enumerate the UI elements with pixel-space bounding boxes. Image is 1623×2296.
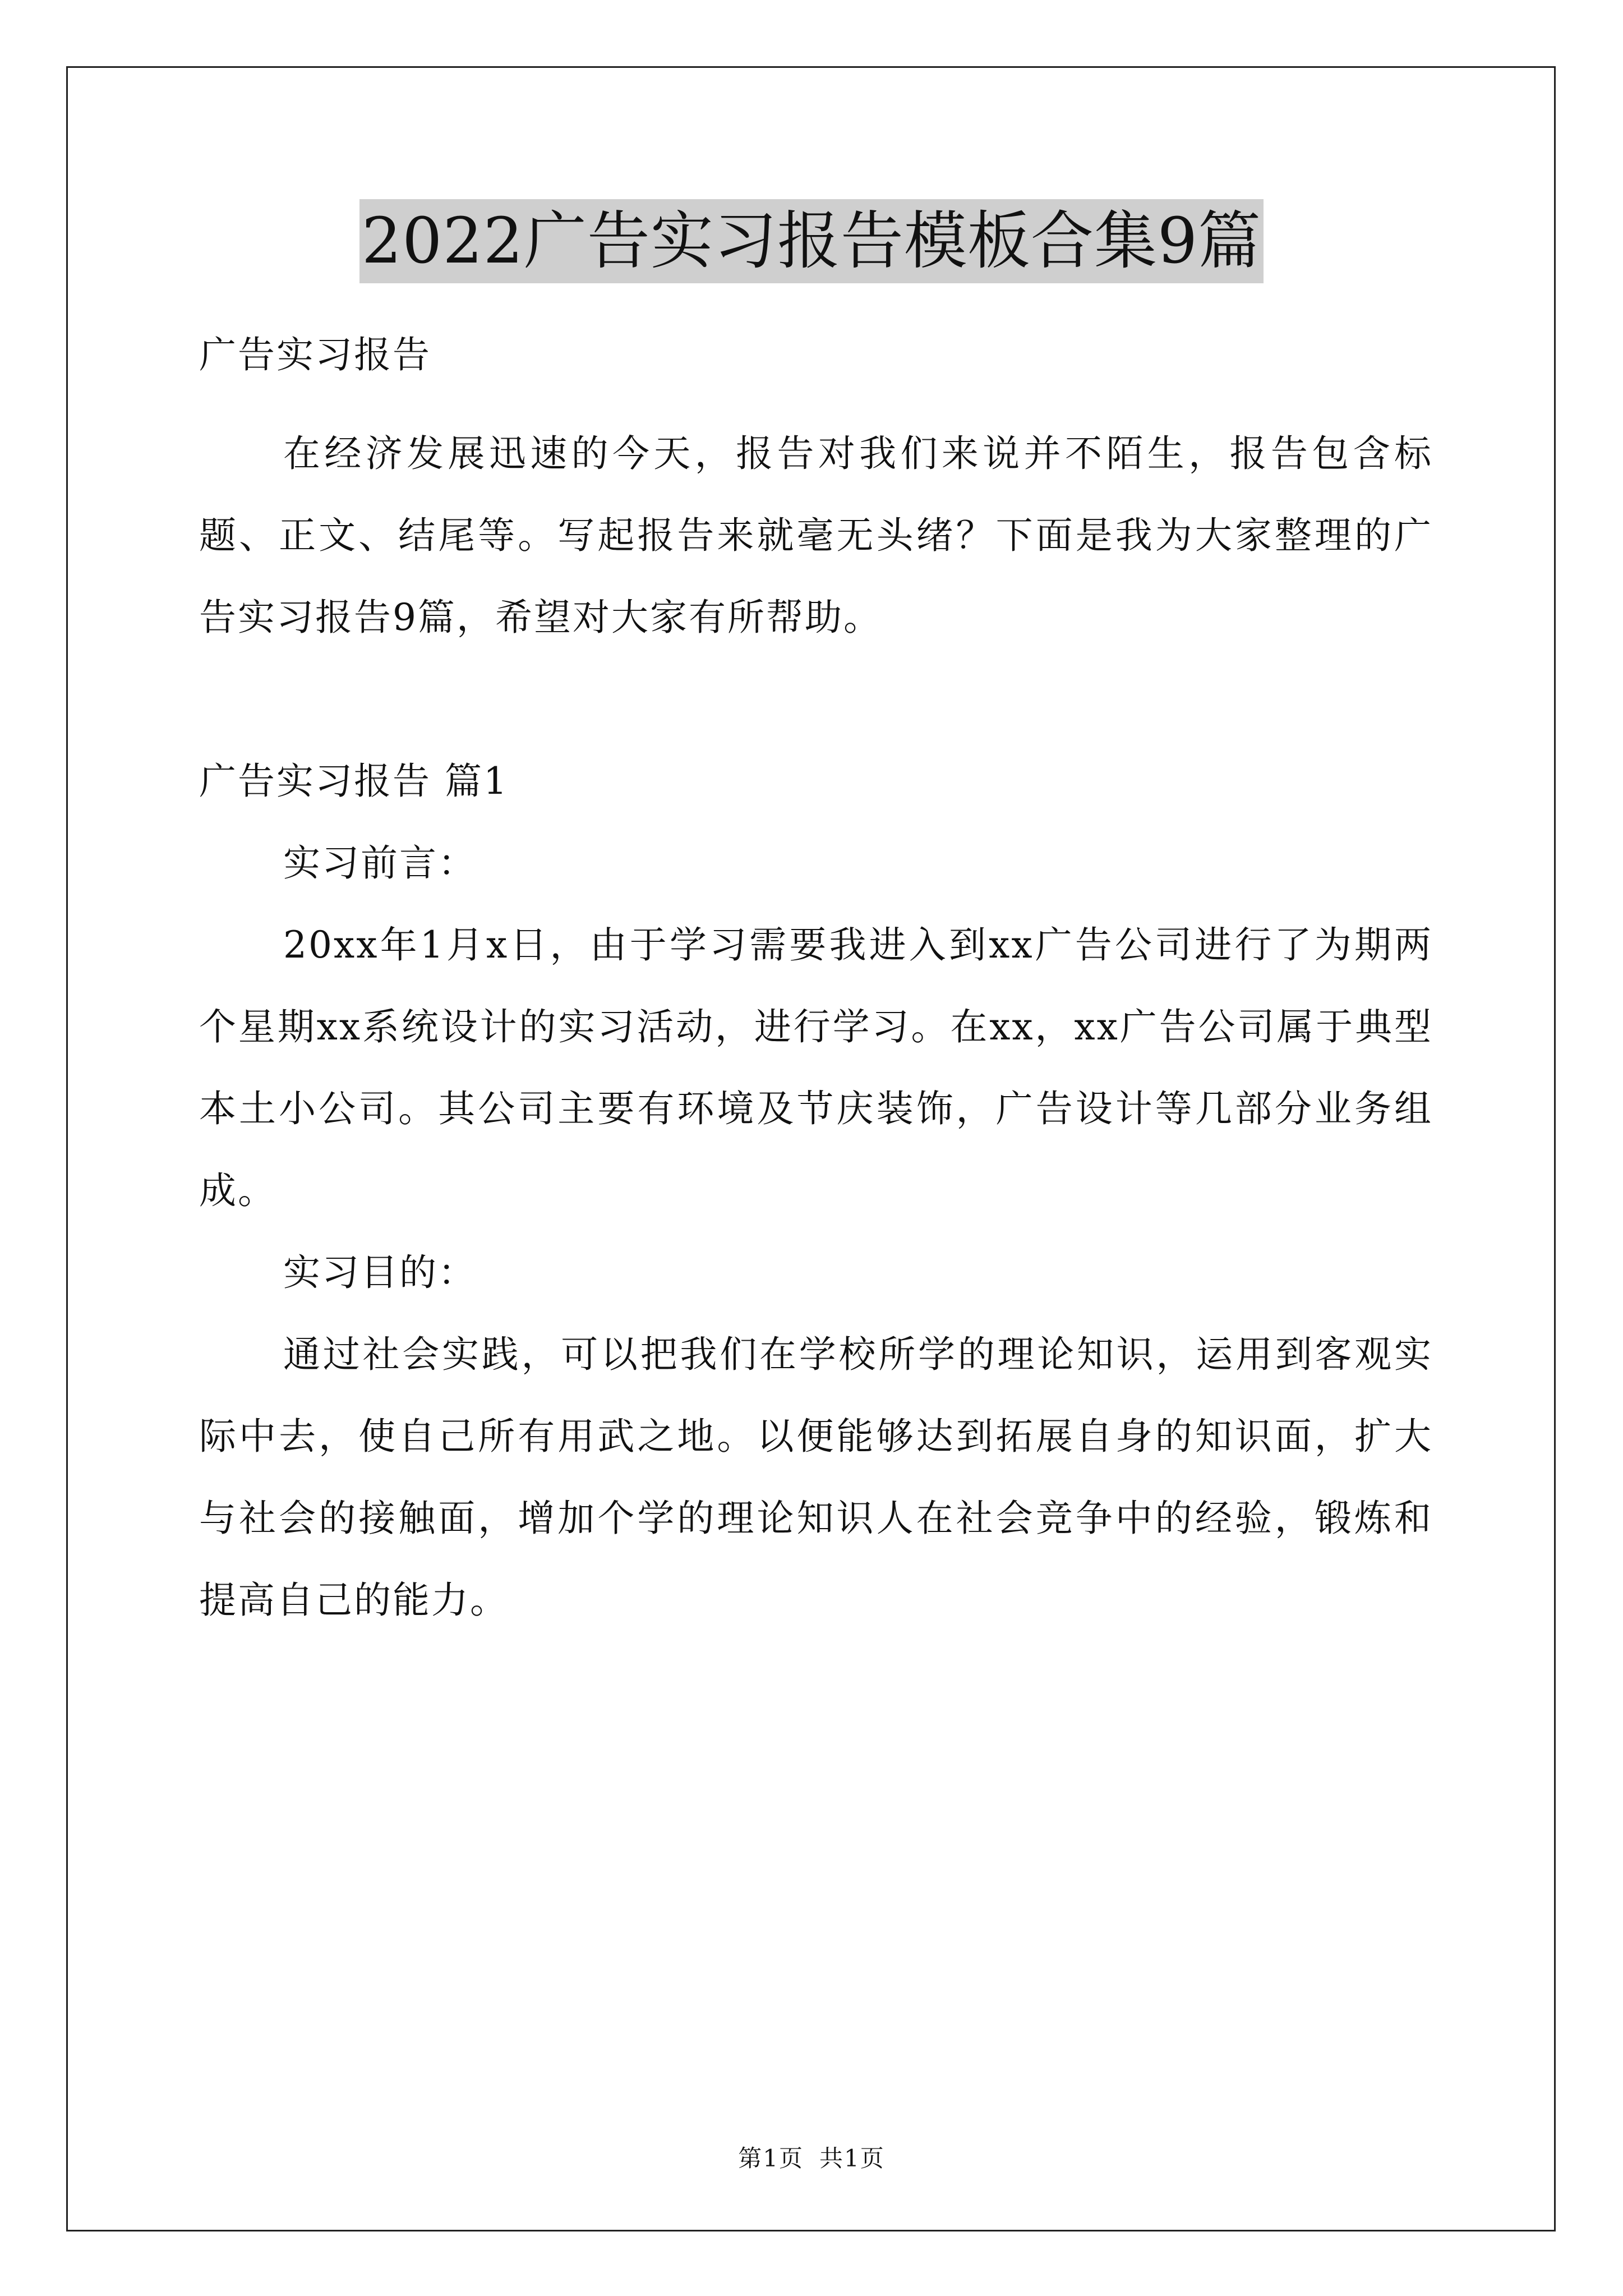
preface-label: 实习前言： (283, 841, 477, 885)
intro-paragraph: 在经济发展迅速的今天，报告对我们来说并不陌生，报告包含标题、正文、结尾等。写起报告来就毫无头绪？下面是我为大家整理的广告实习报告9篇，希望对大家有所帮助。 (199, 432, 1433, 639)
document-title: 2022广告实习报告模板合集9篇 (359, 199, 1264, 283)
section1-heading: 广告实习报告 篇1 (199, 760, 509, 803)
spacer (199, 659, 1433, 740)
document-body (199, 314, 1433, 1641)
preface-paragraph: 20xx年1月x日，由于学习需要我进入到xx广告公司进行了为期两个星期xx系统设计的实习活动，进行学习。在xx，xx广告公司属于典型本土小公司。其公司主要有环境及节庆装饰，广告设计等几部分业务组成。 (199, 923, 1433, 1212)
title-wrap (0, 199, 1623, 283)
spacer (199, 396, 1433, 413)
purpose-label: 实习目的： (283, 1251, 477, 1294)
intro-heading: 广告实习报告 (199, 333, 431, 376)
page-footer (0, 2140, 1623, 2174)
page-number: 第1页 (738, 2145, 804, 2172)
page-total: 共1页 (819, 2145, 885, 2172)
purpose-paragraph: 通过社会实践，可以把我们在学校所学的理论知识，运用到客观实际中去，使自己所有用武之地。以便能够达到拓展自身的知识面，扩大与社会的接触面，增加个学的理论知识人在社会竞争中的经验，锻炼和提高自己的能力。 (199, 1333, 1433, 1622)
